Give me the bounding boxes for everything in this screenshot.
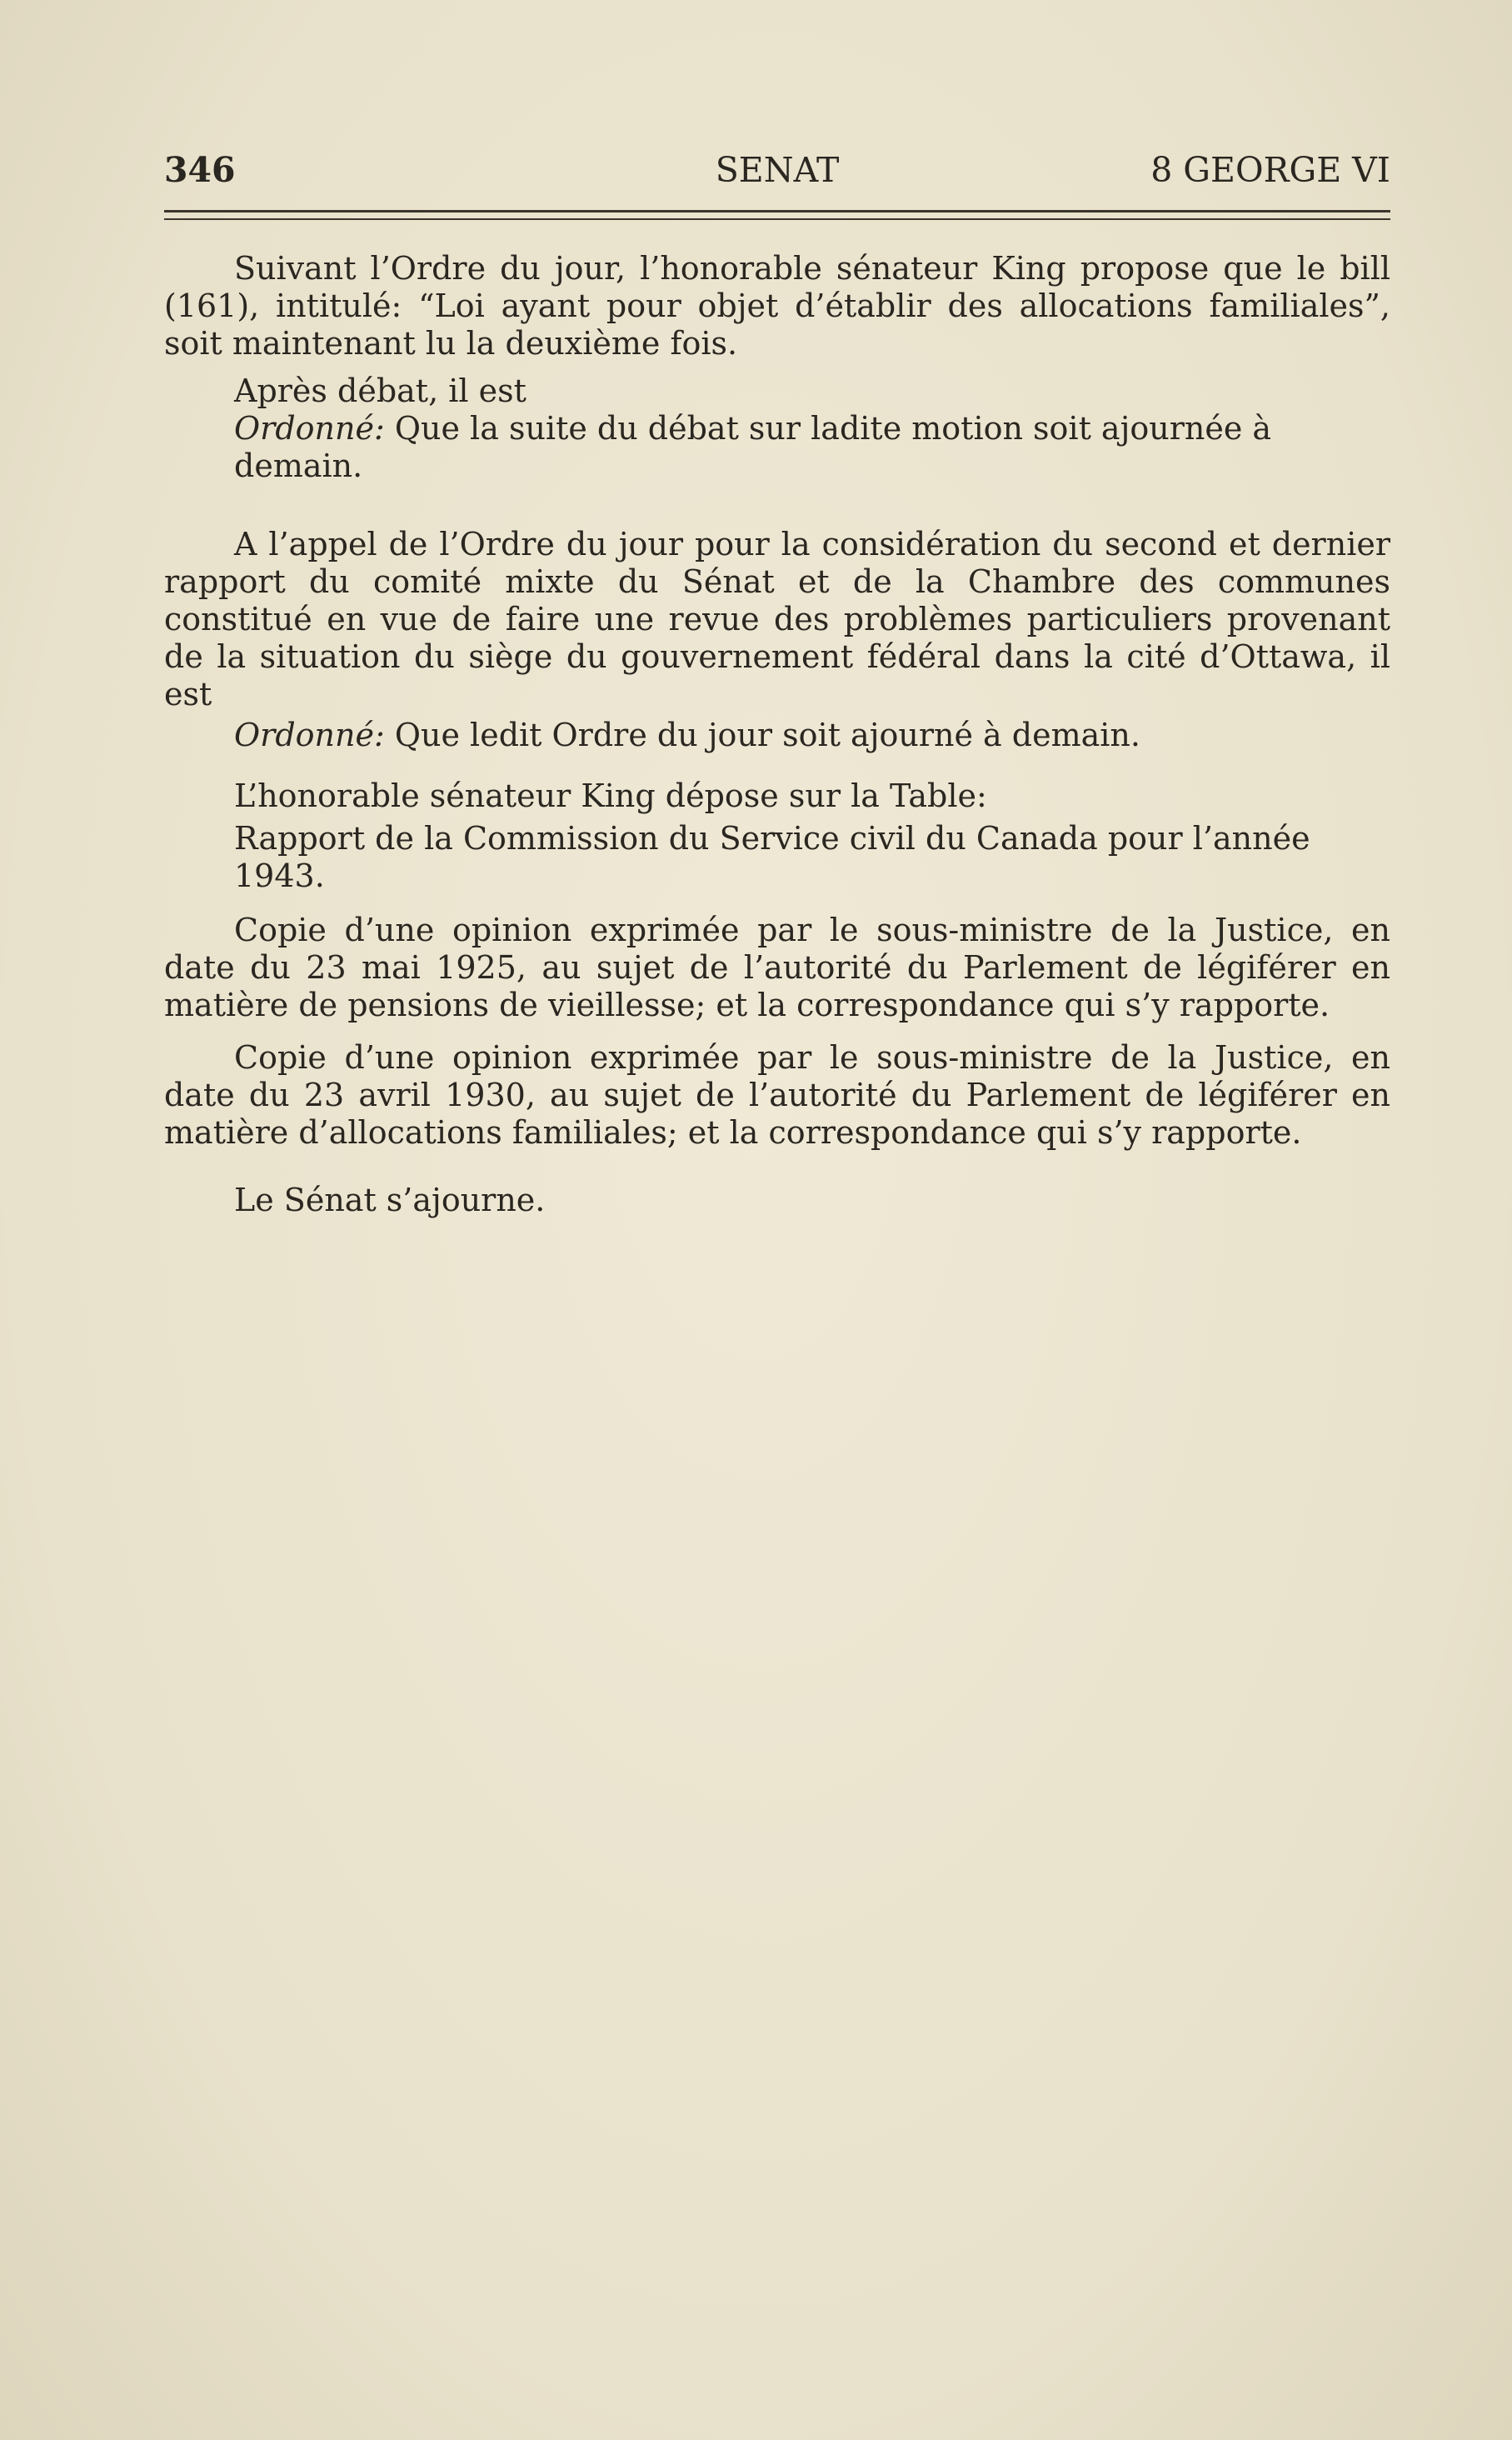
ordonne-label: Ordonné: — [234, 410, 385, 447]
line-ordonne-ajournement — [164, 410, 1390, 485]
header-year-label: 8 GEORGE VI — [1150, 150, 1390, 190]
line-ordonne-ajourne — [164, 717, 1390, 754]
page-number: 346 — [164, 150, 236, 190]
line-apres-debat: Après débat, il est — [234, 372, 526, 409]
ordonne-text: Que la suite du débat sur ladite motion soit ajournée à demain. — [234, 410, 1272, 484]
section-bill-second-reading — [164, 250, 1390, 485]
paragraph-bill-motion: Suivant l’Ordre du jour, l’honorable sénateur King propose que le bill (161), intitulé: “Loi ayant pour objet d’établir des allocations familiales”, soit maintenant lu la deuxième fois. — [164, 250, 1390, 362]
line-depose-table: L’honorable sénateur King dépose sur la Table: — [234, 778, 987, 814]
paragraph-opinion-1925: Copie d’une opinion exprimée par le sous-ministre de la Justice, en date du 23 mai 1925, au sujet de l’autorité du Parlement de légiférer en matière de pensions de vieillesse; et la correspondance qui s’y rapporte. — [164, 912, 1390, 1023]
header-title: SENAT — [715, 150, 840, 190]
paragraph-appel-ordre: A l’appel de l’Ordre du jour pour la considération du second et dernier rapport du comité mixte du Sénat et de la Chambre des communes constitué en vue de faire une revue des problèmes particuliers provenant de la situation du siège du gouvernement fédéral dans la cité d’Ottawa, il est — [164, 526, 1390, 712]
ordonne-label: Ordonné: — [234, 717, 385, 753]
paragraph-opinion-1930: Copie d’une opinion exprimée par le sous-ministre de la Justice, en date du 23 avril 1930, au sujet de l’autorité du Parlement de légiférer en matière d’allocations familiales; et la correspondance qui s’y rapporte. — [164, 1039, 1390, 1151]
section-documents-deposes — [164, 778, 1390, 1152]
line-rapport-commission: Rapport de la Commission du Service civil du Canada pour l’année 1943. — [234, 820, 1310, 894]
ordonne-text: Que ledit Ordre du jour soit ajourné à demain. — [394, 717, 1140, 753]
page-header — [164, 147, 1390, 193]
line-senat-ajourne: Le Sénat s’ajourne. — [234, 1182, 546, 1218]
section-closing — [164, 1182, 1390, 1219]
header-rule-bottom — [164, 218, 1390, 220]
header-rule-top — [164, 210, 1390, 212]
section-ordre-du-jour — [164, 526, 1390, 754]
